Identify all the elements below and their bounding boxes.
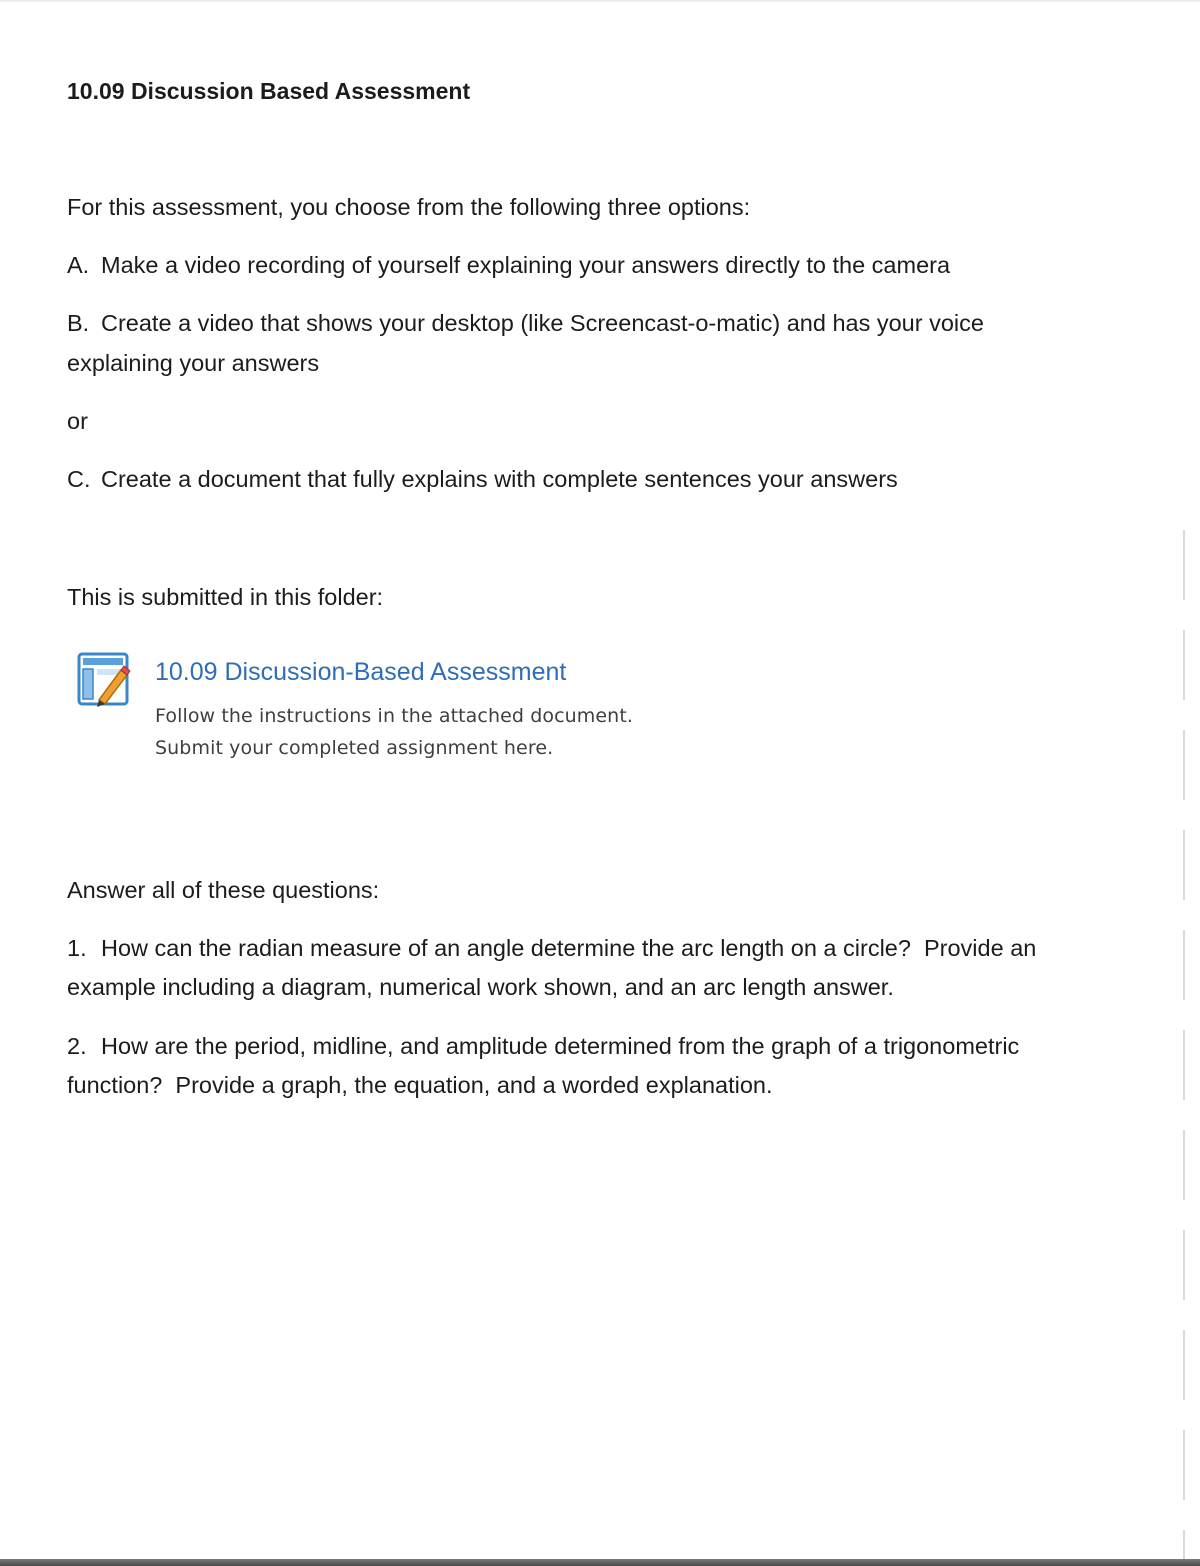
question-1: 1. How can the radian measure of an angle determine the arc length on a circle? Provide an [67, 929, 1036, 968]
question-1-continued: example including a diagram, numerical work shown, and an arc length answer. [67, 974, 894, 1000]
option-b-continued: explaining your answers [67, 350, 320, 376]
option-a-marker: A. [67, 252, 90, 278]
option-a [67, 246, 950, 285]
question-2: 2. How are the period, midline, and amplitude determined from the graph of a trigonometric [67, 1027, 1019, 1066]
option-c [67, 460, 898, 499]
assignment-link-card[interactable] [77, 652, 777, 772]
questions-intro: Answer all of these questions: [67, 877, 380, 903]
intro-text: For this assessment, you choose from the following three options: [67, 194, 751, 220]
assignment-description-line2: Submit your completed assignment here. [155, 737, 554, 759]
assignment-title-link[interactable]: 10.09 Discussion-Based Assessment [155, 658, 567, 686]
scan-top-edge [0, 0, 1200, 3]
document-title: 10.09 Discussion Based Assessment [67, 78, 471, 104]
scan-right-edge [1183, 530, 1185, 1560]
submitted-text: This is submitted in this folder: [67, 584, 384, 610]
option-b-marker: B. [67, 310, 90, 336]
assignment-pencil-icon [77, 652, 133, 708]
option-a-text: Make a video recording of yourself explaining your answers directly to the camera [101, 252, 951, 278]
or-text: or [67, 408, 88, 434]
question-2-marker: 2. [67, 1033, 87, 1059]
option-c-marker: C. [67, 466, 91, 492]
question-2-continued: function? Provide a graph, the equation, and a worded explanation. [67, 1072, 773, 1098]
assignment-description-line1: Follow the instructions in the attached document. [155, 705, 634, 727]
scan-bottom-edge [0, 1559, 1200, 1566]
question-1-marker: 1. [67, 935, 87, 961]
option-b: B. Create a video that shows your desktop (like Screencast-o-matic) and has your voice [67, 304, 984, 343]
option-c-text: Create a document that fully explains with complete sentences your answers [101, 466, 898, 492]
